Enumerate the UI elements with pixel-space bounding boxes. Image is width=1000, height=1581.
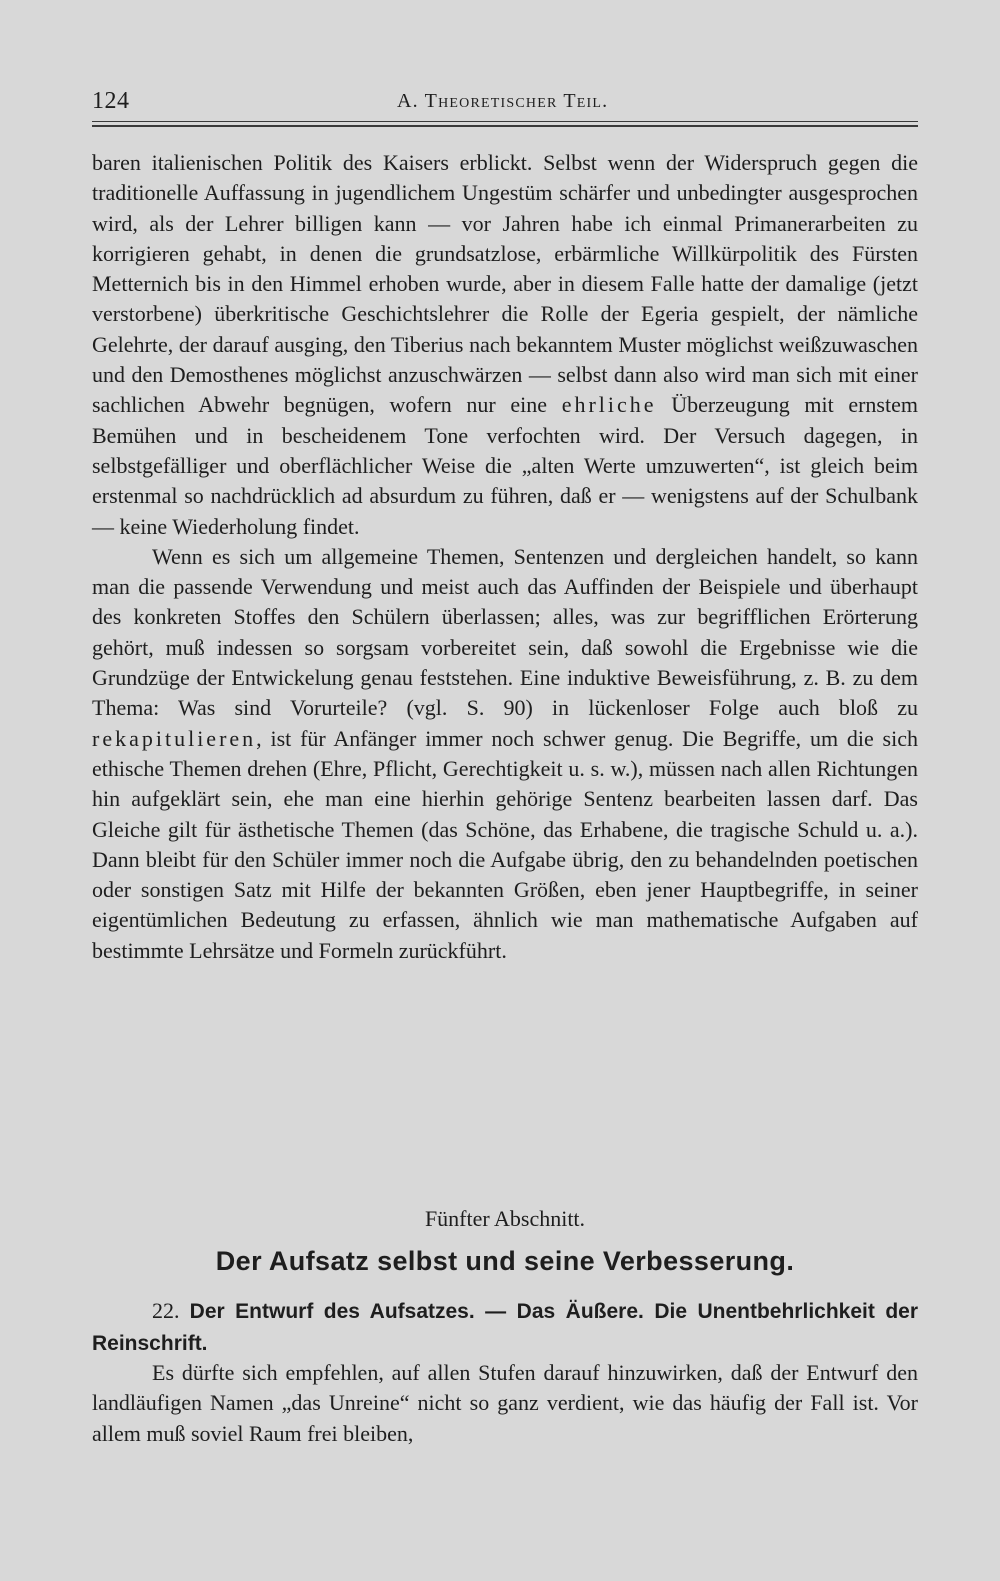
emphasis-spaced: ehrliche bbox=[561, 392, 657, 418]
body-text-continued bbox=[92, 1358, 918, 1449]
paragraph-text: , ist für Anfänger immer noch schwer genug. Die Begriffe, um die sich ethische Themen drehen (Ehre, Pflicht, Gerechtigkeit u. s. w.), müssen nach allen Richtungen hin aufgeklärt sein, ehe man eine hierhin gehörige Sentenz bearbeiten lassen darf. Das Gleiche gilt für ästhetische Themen (das Schöne, das Erhabene, die tragische Schuld u. a.). Dann bleibt für den Schüler immer noch die Aufgabe übrig, den zu behandelnden poetischen oder sonstigen Satz mit Hilfe der bekannten Größen, eben jener Hauptbegriffe, in seiner eigentümlichen Bedeutung zu erfassen, ähnlich wie man mathematische Aufgaben auf bestimmte Lehrsätze und Formeln zurückführt. bbox=[92, 725, 918, 963]
paragraph: Es dürfte sich empfehlen, auf allen Stufen darauf hinzuwirken, daß der Entwurf den landläufigen Namen „das Unreine“ nicht so ganz verdient, wie das häufig der Fall ist. Vor allem muß soviel Raum frei bleiben, bbox=[92, 1360, 918, 1446]
running-head: A. Theoretischer Teil. bbox=[397, 90, 609, 112]
paragraph-text: Wenn es sich um allgemeine Themen, Sentenzen und dergleichen handelt, so kann man die passende Verwendung und meist auch das Auffinden der Beispiele und überhaupt des konkreten Stoffes den Schülern überlassen; alles, was zur begrifflichen Erörterung gehört, muß indessen so sorgsam vorbereitet sein, daß sowohl die Ergebnisse wie die Grundzüge der Entwickelung genau feststehen. Eine induktive Beweisführung, z. B. zu dem Thema: Was sind Vorurteile? (vgl. S. 90) in lückenloser Folge auch bloß zu bbox=[92, 543, 918, 721]
page-number: 124 bbox=[92, 88, 130, 114]
subsection-heading bbox=[92, 1296, 918, 1359]
paragraph-text: baren italienischen Politik des Kaisers erblickt. Selbst wenn der Widerspruch gegen die traditionelle Auffassung in jugendlichem Ungestüm schärfer und unbedingter ausgesprochen wird, als der Lehrer billigen kann — vor Jahren habe ich einmal Primanerarbeiten zu korrigieren gehabt, in denen die grundsatzlose, erbärmliche Willkürpolitik des Fürsten Metternich bis in den Himmel erhoben wurde, aber in diesem Falle hatte der damalige (jetzt verstorbene) überkritische Geschichtslehrer die Rolle der Egeria gespielt, der nämliche Gelehrte, der darauf ausging, den Tiberius nach bekanntem Muster möglichst weißzuwaschen und den Demosthenes möglichst anzuschwärzen — selbst dann also wird man sich mit einer sachlichen Abwehr begnügen, wofern nur eine bbox=[92, 150, 918, 418]
subsection-number: 22. bbox=[152, 1298, 180, 1323]
emphasis-spaced: rekapitulieren bbox=[92, 725, 257, 751]
paragraph-continued bbox=[92, 148, 918, 542]
paragraph bbox=[92, 542, 918, 966]
chapter-title: Der Aufsatz selbst und seine Verbesserung. bbox=[215, 1246, 795, 1276]
subsection-title: Der Entwurf des Aufsatzes. — Das Äußere. Die Unentbehrlichkeit der Reinschrift. bbox=[92, 1300, 919, 1355]
body-text bbox=[92, 148, 918, 966]
section-label: Fünfter Abschnitt. bbox=[424, 1206, 586, 1231]
header-rule-thick bbox=[92, 125, 918, 127]
header-rule-thin bbox=[92, 121, 918, 122]
page-header bbox=[92, 88, 918, 118]
paragraph-text: Überzeugung mit ernstem Bemühen und in bescheidenem Tone verfochten wird. Der Versuch dagegen, in selbstgefälliger und oberflächlicher Weise die „alten Werte umzuwerten“, ist gleich beim erstenmal so nachdrücklich ad absurdum zu führen, daß er — wenigstens auf der Schulbank — keine Wiederholung findet. bbox=[92, 392, 918, 539]
